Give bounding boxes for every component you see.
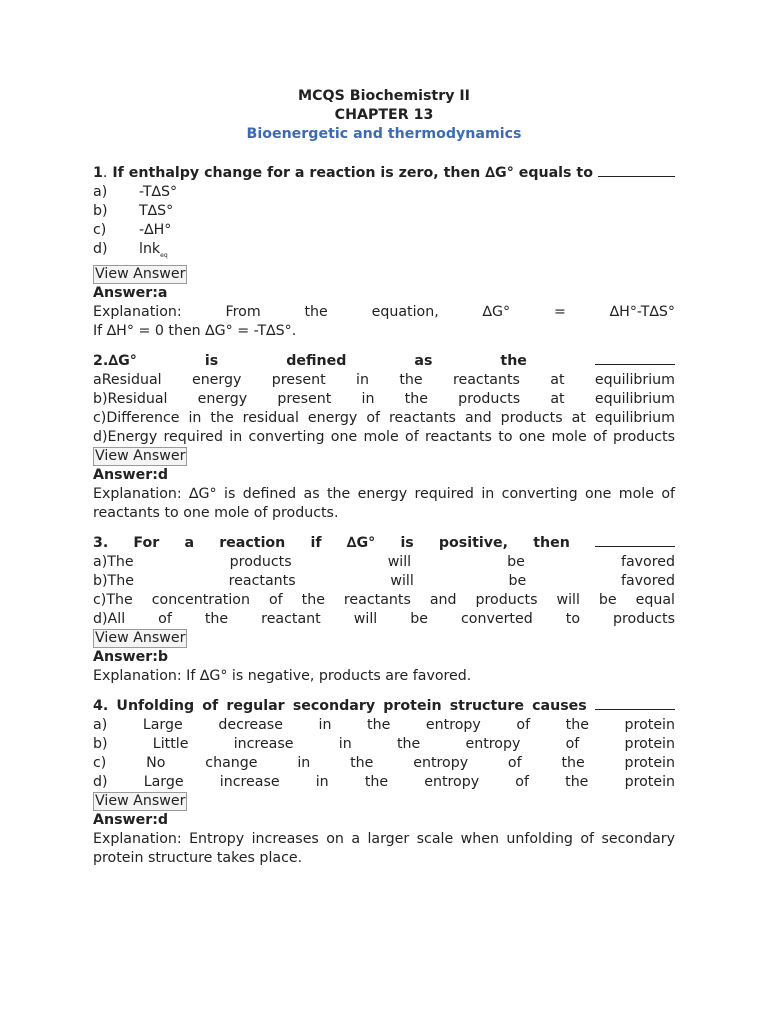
option-c: c)Difference in the residual energy of reactants and products at equilibrium bbox=[93, 409, 675, 426]
option-b: b)The reactants will be favored bbox=[93, 572, 675, 589]
question-text: 2.∆G° is defined as the bbox=[93, 350, 675, 371]
question-number: 1 bbox=[93, 165, 103, 181]
option-c: c) -∆H° bbox=[93, 222, 172, 238]
question-3 bbox=[93, 532, 675, 686]
answer-text: Answer:d bbox=[93, 466, 169, 483]
option-d: d) lnk$_{eq}$ bbox=[93, 241, 168, 259]
question-list bbox=[93, 162, 675, 877]
view-answer-button[interactable]: View Answer bbox=[95, 629, 186, 646]
answer-blank bbox=[595, 532, 675, 547]
option-b: b)Residual energy present in the products at equilibrium bbox=[93, 390, 675, 407]
view-answer-button[interactable]: View Answer bbox=[95, 265, 186, 282]
explanation-text: Explanation: ∆G° is defined as the energy required in converting one mole of reactants to one mole of products. bbox=[93, 485, 675, 521]
question-number: 3. bbox=[93, 534, 109, 551]
question-text: 3. For a reaction if ∆G° is positive, then bbox=[93, 532, 675, 553]
option-c: c)The concentration of the reactants and products will be equal bbox=[93, 591, 675, 608]
chapter-heading: CHAPTER 13 bbox=[334, 107, 434, 123]
question-number: 4. bbox=[93, 697, 109, 714]
chapter-subtitle: Bioenergetic and thermodynamics bbox=[246, 126, 522, 142]
document-header bbox=[0, 87, 768, 144]
option-d: d)Energy required in converting one mole of reactants to one mole of products bbox=[93, 428, 675, 445]
explanation-text-continued: If ∆H° = 0 then ∆G° = -T∆S°. bbox=[93, 322, 297, 339]
option-b: b) T∆S° bbox=[93, 203, 174, 219]
option-a: a) Large decrease in the entropy of the protein bbox=[93, 716, 675, 733]
answer-blank bbox=[595, 350, 675, 365]
question-2 bbox=[93, 350, 675, 523]
question-stem: If enthalpy change for a reaction is zero, then ∆G° equals to bbox=[112, 165, 593, 181]
explanation-text: Explanation: Entropy increases on a larger scale when unfolding of secondary protein structure takes place. bbox=[93, 830, 675, 866]
question-1 bbox=[93, 162, 675, 341]
option-d: d)All of the reactant will be converted to products bbox=[93, 610, 675, 627]
option-c: c) No change in the entropy of the protein bbox=[93, 754, 675, 771]
question-4 bbox=[93, 695, 675, 868]
question-number: 2. bbox=[93, 352, 109, 369]
answer-blank bbox=[595, 695, 675, 710]
explanation-text: Explanation: If ∆G° is negative, products are favored. bbox=[93, 667, 472, 684]
document-title: MCQS Biochemistry II bbox=[298, 88, 470, 104]
answer-text: Answer:b bbox=[93, 648, 169, 665]
option-d: d) Large increase in the entropy of the protein bbox=[93, 773, 675, 790]
answer-blank bbox=[598, 162, 675, 177]
answer-text: Answer:a bbox=[93, 284, 168, 301]
option-a: aResidual energy present in the reactants at equilibrium bbox=[93, 371, 675, 388]
option-b: b) Little increase in the entropy of protein bbox=[93, 735, 675, 752]
question-text: 4. Unfolding of regular secondary protein structure causes bbox=[93, 695, 675, 716]
answer-text: Answer:d bbox=[93, 811, 169, 828]
explanation-text: Explanation: From the equation, ∆G° = ∆H°-T∆S° bbox=[93, 303, 675, 320]
question-text: 1. If enthalpy change for a reaction is zero, then ∆G° equals to bbox=[93, 162, 675, 183]
option-a: a)The products will be favored bbox=[93, 553, 675, 570]
option-a: a) -T∆S° bbox=[93, 184, 178, 200]
view-answer-button[interactable]: View Answer bbox=[95, 447, 186, 464]
view-answer-button[interactable]: View Answer bbox=[95, 792, 186, 809]
